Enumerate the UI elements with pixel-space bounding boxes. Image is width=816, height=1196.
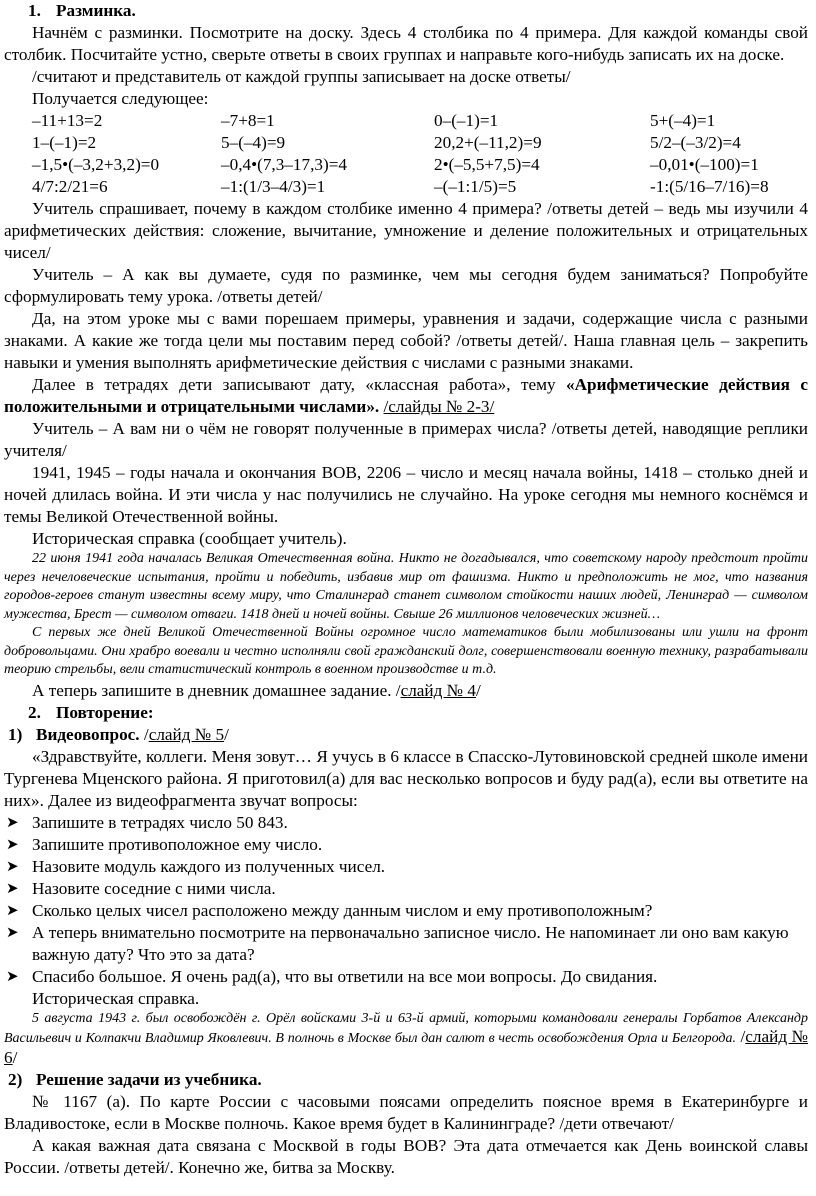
video-question-heading [4, 724, 808, 746]
slide-5-link[interactable]: слайд № 5 [148, 724, 225, 744]
historical-note-mathematicians: С первых же дней Великой Отечественной Войны огромное число математиков были мобилизованы или ушли на фронт добровольцами. Они храбро воевали и честно исполняли свой гражданский долг, совершенствовали военную технику, разрабатывали теорию стрельбы, вели статистический контроль в военном производстве и т.д. [4, 625, 808, 677]
math-example: -1:(5/16–7/16)=8 [650, 177, 769, 196]
teacher-think-paragraph: Учитель – А как вы думаете, судя по разминке, чем мы сегодня будем заниматься? Попробуйте сформулировать тему урока. /ответы детей/ [4, 265, 808, 306]
math-example: –7+8=1 [221, 111, 275, 130]
list-item: ➤ Запишите в тетрадях число 50 843. [6, 812, 288, 832]
lesson-topic-paragraph [4, 374, 808, 418]
slide-4-link[interactable]: слайд № 4 [400, 680, 476, 700]
section-2-heading [4, 702, 808, 724]
arrow-bullet-icon: ➤ [6, 924, 19, 941]
video-question-title: Видеовопрос. [36, 724, 140, 744]
slide-6-prefix: / [736, 1027, 746, 1046]
historical-note-orel [4, 1010, 808, 1070]
math-example: –0,4•(7,3–17,3)=4 [221, 155, 347, 174]
list-item: ➤ Назовите соседние с ними числа. [6, 878, 276, 898]
result-label: Получается следующее: [32, 89, 209, 108]
list-item: ➤ Сколько целых чисел расположено между данным числом и ему противоположным? [6, 900, 653, 920]
task-1167-paragraph: № 1167 (а). По карте России с часовыми поясами определить поясное время в Екатеринбурге и Владивостоке, если в Москве полночь. Какое время будет в Калининграде? /дети отвечают/ [4, 1092, 808, 1133]
textbook-task-title: Решение задачи из учебника. [36, 1070, 262, 1089]
numbers-question-paragraph: Учитель – А вам ни о чём не говорят полученные в примерах числа? /ответы детей, наводящие реплики учителя/ [4, 419, 808, 460]
list-item: ➤ А теперь внимательно посмотрите на первоначально записное число. Не напоминает ли оно вам какую важную дату? Что это за дата? [6, 922, 789, 964]
list-item: ➤ Спасибо большое. Я очень рад(а), что вы ответили на все мои вопросы. До свидания. [6, 966, 658, 986]
homework-text: А теперь запишите в дневник домашнее задание. / [32, 680, 401, 700]
arrow-bullet-icon: ➤ [6, 902, 19, 919]
section-2-number: 2. [28, 702, 41, 722]
section-1-title: Разминка. [56, 1, 136, 20]
math-example: 5+(–4)=1 [650, 111, 716, 130]
warmup-intro: Начнём с разминки. Посмотрите на доску. Здесь 4 столбика по 4 примера. Для каждой команды свой столбик. Посчитайте устно, сверьте ответы в своих группах и направьте кого-нибудь записать их на доске. [4, 23, 808, 64]
topic-title: «Арифметические действия с положительными и отрицательными числами». [4, 375, 808, 416]
math-examples-grid [4, 110, 808, 198]
math-example: 2•(–5,5+7,5)=4 [434, 155, 540, 174]
math-example: –1:(1/3–4/3)=1 [221, 177, 326, 196]
teacher-asks-paragraph: Учитель спрашивает, почему в каждом столбике именно 4 примера? /ответы детей – ведь мы изучили 4 арифметических действия: сложение, вычитание, умножение и деление положительных и отрицательных чисел/ [4, 199, 808, 262]
arrow-bullet-icon: ➤ [6, 814, 19, 831]
warmup-note: /считают и представитель от каждой группы записывает на доске ответы/ [32, 67, 571, 86]
math-example: 5–(–4)=9 [221, 133, 286, 152]
math-example: –0,01•(–100)=1 [650, 155, 759, 174]
arrow-bullet-icon: ➤ [6, 836, 19, 853]
math-example: 5/2–(–3/2)=4 [650, 133, 741, 152]
math-example: 20,2+(–11,2)=9 [434, 133, 542, 152]
subsection-1-number: 1) [8, 724, 23, 744]
list-item: ➤ Назовите модуль каждого из полученных чисел. [6, 856, 386, 876]
section-1-number: 1. [28, 1, 41, 20]
arrow-bullet-icon: ➤ [6, 880, 19, 897]
arrow-bullet-icon: ➤ [6, 968, 19, 985]
section-2-title: Повторение: [56, 702, 154, 722]
homework-paragraph [4, 680, 808, 702]
math-example: 1–(–1)=2 [32, 133, 97, 152]
video-questions-list [4, 812, 808, 988]
historical-note-label: Историческая справка (сообщает учитель). [32, 529, 347, 548]
section-1-heading [4, 0, 808, 22]
moscow-battle-paragraph: А какая важная дата связана с Москвой в годы ВОВ? Эта дата отмечается как День воинской славы России. /ответы детей/. Конечно же, битва за Москву. [4, 1136, 808, 1177]
slide-6-suffix: / [12, 1047, 18, 1067]
math-example: –11+13=2 [32, 111, 103, 130]
slide-5-prefix: / [139, 724, 149, 744]
slides-2-3-link[interactable]: /слайды № 2-3/ [383, 397, 495, 416]
textbook-task-heading [4, 1069, 808, 1091]
war-dates-paragraph: 1941, 1945 – годы начала и окончания ВОВ, 2206 – число и месяц начала войны, 1418 – столько дней и ночей длилась война. И эти числа у нас получились не случайно. На уроке сегодня мы немного коснёмся и темы Великой Отечественной войны. [4, 463, 808, 526]
video-greeting-paragraph: «Здравствуйте, коллеги. Меня зовут… Я учусь в 6 классе в Спасско-Лутовиновской средней школе имени Тургенева Мценского района. Я приготовил(а) для вас несколько вопросов и буду рад(а), если вы ответите на них». Далее из видеофрагмента звучат вопросы: [4, 746, 808, 810]
math-example: –(–1:1/5)=5 [434, 177, 517, 196]
math-example: –1,5•(–3,2+3,2)=0 [32, 155, 160, 174]
math-example: 4/7:2/21=6 [32, 177, 108, 196]
historical-note-war-start: 22 июня 1941 года началась Великая Отечественная война. Никто не догадывался, что советскому народу предстоит пройти через нечеловеческие испытания, пройти и победить, избавив мир от фашизма. Никто и предположить не мог, что названия городов-героев станут известны всему миру, что Сталинград станет символом стойкости наших людей, Ленинград — символом мужества, Брест — символом отваги. 1418 дней и ночей войны. Свыше 26 миллионов человеческих жизней… [4, 551, 808, 622]
arrow-bullet-icon: ➤ [6, 858, 19, 875]
lesson-goal-paragraph: Да, на этом уроке мы с вами порешаем примеры, уравнения и задачи, содержащие числа с разными знаками. А какие же тогда цели мы поставим перед собой? /ответы детей/. Наша главная цель – закрепить навыки и умения выполнять арифметические действия с числами с разными знаками. [4, 309, 808, 372]
historical-note-label-2: Историческая справка. [32, 988, 200, 1008]
list-item: ➤ Запишите противоположное ему число. [6, 834, 323, 854]
math-example: 0–(–1)=1 [434, 111, 499, 130]
homework-slash: / [475, 680, 481, 700]
slide-5-suffix: / [224, 724, 229, 744]
orel-liberation-text: 5 августа 1943 г. был освобождён г. Орёл войсками 3-й и 63-й армий, которыми командовали генералы Горбатов Александр Васильевич и Колпакчи Владимир Яковлевич. В полночь в Москве был дан салют в честь освобождения Орла и Белгорода. [4, 1010, 808, 1046]
subsection-2-number: 2) [8, 1070, 23, 1089]
topic-intro-text: Далее в тетрадях дети записывают дату, «классная работа», тему [32, 375, 567, 394]
slide-6-link[interactable]: слайд № 6 [4, 1027, 808, 1067]
